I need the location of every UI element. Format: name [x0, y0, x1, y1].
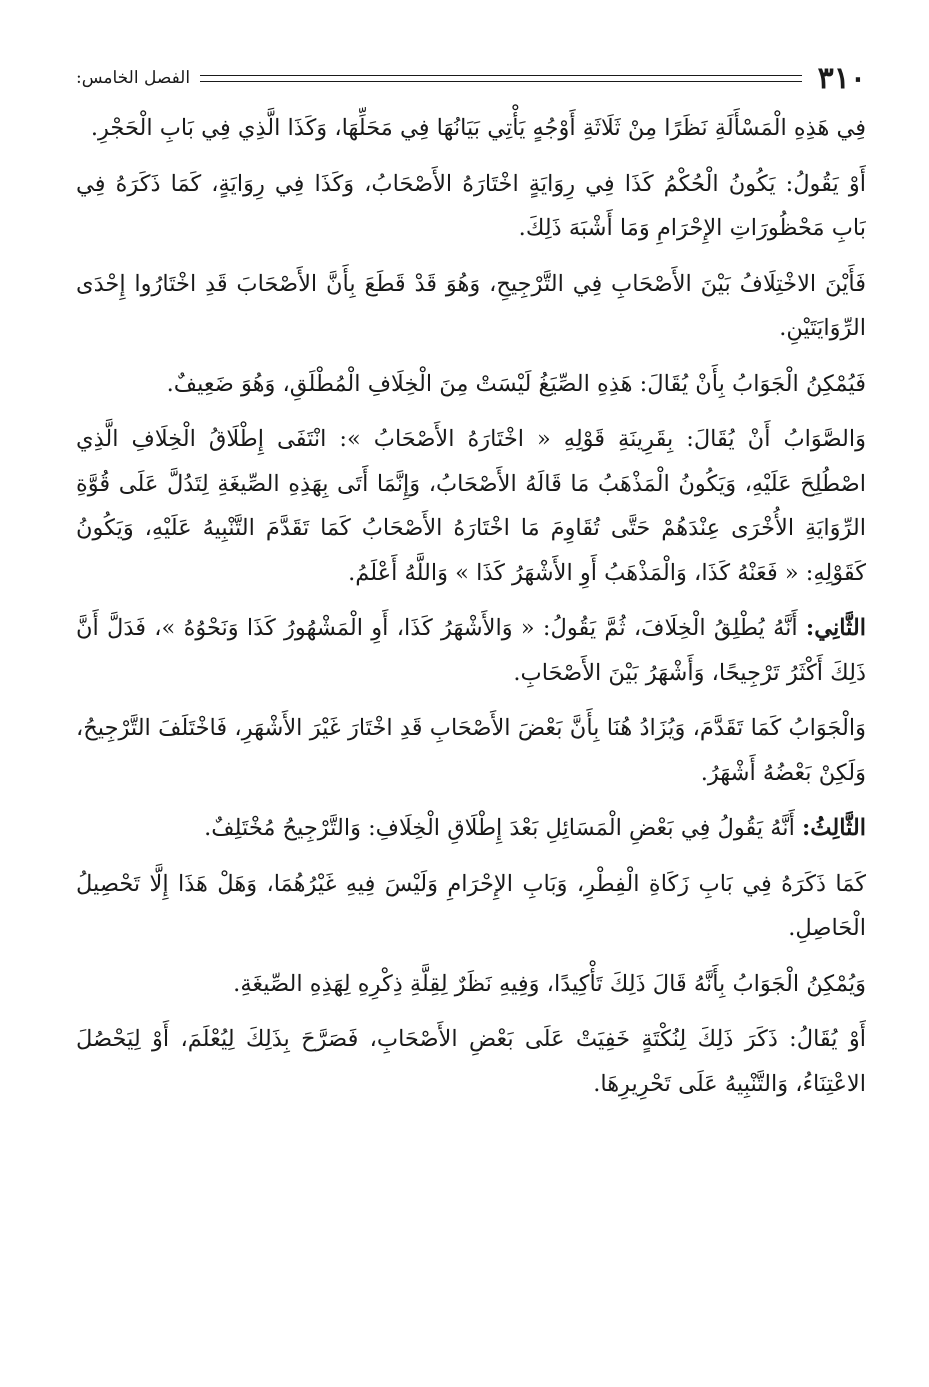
paragraph	[76, 106, 866, 151]
paragraph	[76, 417, 866, 595]
paragraph-text: وَالصَّوَابُ أَنْ يُقَالَ: بِقَرِينَةِ قَوْلِهِ « اخْتَارَهُ الأَصْحَابُ »: انْتَفَى إِطْلَاقُ الْخِلَافِ الَّذِي اصْطُلِحَ عَلَيْهِ، وَيَكُونُ الْمَذْهَبُ مَا قَالَهُ الأَصْحَابُ، وَإِنَّمَا أَتَى بِهَذِهِ الصِّيغَةِ لِتَدُلَّ عَلَى قُوَّةِ الرِّوَايَةِ الأُخْرَى عِنْدَهُمْ حَتَّى تُقَاوِمَ مَا اخْتَارَهُ الأَصْحَابُ كَمَا تَقَدَّمَ التَّنْبِيهُ عَلَيْهِ، وَيَكُونُ كَقَوْلِهِ: « فَعَنْهُ كَذَا، وَالْمَذْهَبُ أَوِ الأَشْهَرُ كَذَا » وَاللَّهُ أَعْلَمُ.	[76, 426, 866, 586]
paragraph-text: أَنَّهُ يَقُولُ فِي بَعْضِ الْمَسَائِلِ بَعْدَ إِطْلَاقِ الْخِلَافِ: وَالتَّرْجِيحُ مُخْتَلِفٌ.	[204, 815, 802, 841]
book-page	[76, 58, 866, 1348]
paragraph-text: أَنَّهُ يُطْلِقُ الْخِلَافَ، ثُمَّ يَقُولُ: « وَالأَشْهَرُ كَذَا، أَوِ الْمَشْهُورُ كَذَا وَنَحْوُهُ »، فَدَلَّ أَنَّ ذَلِكَ أَكْثَرُ تَرْجِيحًا، وَأَشْهَرُ بَيْنَ الأَصْحَابِ.	[76, 615, 866, 686]
paragraph-text: فَيُمْكِنُ الْجَوَابُ بِأَنْ يُقَالَ: هَذِهِ الصِّيَغُ لَيْسَتْ مِنَ الْخِلَافِ الْمُطْلَقِ، وَهُوَ ضَعِيفٌ.	[166, 370, 866, 397]
paragraph	[76, 162, 866, 251]
paragraph	[76, 362, 866, 407]
paragraph-lead: الثَّانِي:	[805, 615, 866, 641]
header-double-rule	[200, 75, 802, 82]
paragraph-text: أَوْ يُقَالُ: ذَكَرَ ذَلِكَ لِنُكْتَةٍ خَفِيَتْ عَلَى بَعْضِ الأَصْحَابِ، فَصَرَّحَ بِذَلِكَ لِيُعْلَمَ، أَوْ لِيَحْصُلَ الاعْتِنَاءُ، وَالتَّنْبِيهُ عَلَى تَحْرِيرِهَا.	[76, 1026, 866, 1097]
paragraph	[76, 262, 866, 351]
page-header	[76, 58, 866, 98]
paragraph	[76, 962, 866, 1007]
paragraph-text: كَمَا ذَكَرَهُ فِي بَابِ زَكَاةِ الْفِطْرِ، وَبَابِ الإِحْرَامِ وَلَيْسَ فِيهِ غَيْرُهُمَا، وَهَلْ هَذَا إِلَّا تَحْصِيلُ الْحَاصِلِ.	[76, 870, 866, 941]
page-number: ٣١٠	[817, 60, 866, 96]
paragraph	[76, 606, 866, 695]
paragraph-text: أَوْ يَقُولُ: يَكُونُ الْحُكْمُ كَذَا فِي رِوَايَةٍ اخْتَارَهُ الأَصْحَابُ، وَكَذَا فِي رِوَايَةٍ، كَمَا ذَكَرَهُ فِي بَابِ مَحْظُورَاتِ الإِحْرَامِ وَمَا أَشْبَهَ ذَلِكَ.	[76, 170, 866, 241]
paragraph-text: وَيُمْكِنُ الْجَوَابُ بِأَنَّهُ قَالَ ذَلِكَ تَأْكِيدًا، وَفِيهِ نَظَرٌ لِقِلَّةِ ذِكْرِهِ لِهَذِهِ الصِّيغَةِ.	[233, 970, 866, 997]
body-text	[76, 106, 866, 1106]
chapter-title: الفصل الخامس:	[76, 68, 191, 88]
paragraph-lead: الثَّالِثُ:	[801, 815, 866, 841]
paragraph	[76, 706, 866, 795]
paragraph-text: فِي هَذِهِ الْمَسْأَلَةِ نَظَرًا مِنْ ثَلَاثَةِ أَوْجُهٍ يَأْتِي بَيَانُهَا فِي مَحَلِّهَا، وَكَذَا الَّذِي فِي بَابِ الْحَجْرِ.	[90, 115, 866, 141]
paragraph-text: وَالْجَوَابُ كَمَا تَقَدَّمَ، وَيُزَادُ هُنَا بِأَنَّ بَعْضَ الأَصْحَابِ قَدِ اخْتَارَ غَيْرَ الأَشْهَرِ، فَاخْتَلَفَ التَّرْجِيحُ، وَلَكِنْ بَعْضُهُ أَشْهَرُ.	[76, 715, 866, 786]
paragraph-text: فَأَيْنَ الاخْتِلَافُ بَيْنَ الأَصْحَابِ فِي التَّرْجِيحِ، وَهُوَ قَدْ قَطَعَ بِأَنَّ الأَصْحَابَ قَدِ اخْتَارُوا إِحْدَى الرِّوَايَتَيْنِ.	[76, 270, 866, 341]
paragraph	[76, 862, 866, 951]
paragraph	[76, 1017, 866, 1106]
paragraph	[76, 806, 866, 851]
